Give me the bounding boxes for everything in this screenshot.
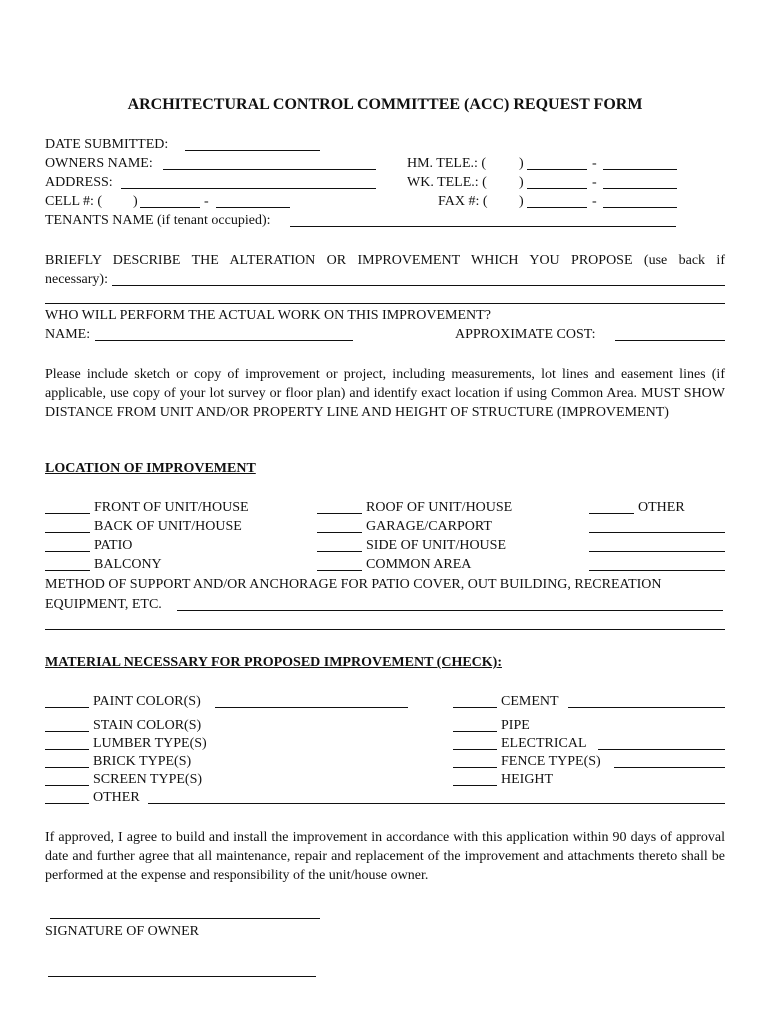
owners-name-field[interactable] [163, 169, 376, 170]
loc-other-label: OTHER [638, 500, 685, 515]
owner-signature-line[interactable] [50, 918, 320, 919]
mat-brick-label: BRICK TYPE(S) [93, 754, 192, 769]
hm-paren-close: ) [519, 156, 524, 171]
cost-field[interactable] [615, 340, 725, 341]
mat-lumber-check[interactable] [45, 749, 89, 750]
wk-dash: - [592, 175, 597, 190]
mat-other-label: OTHER [93, 790, 140, 805]
form-title: ARCHITECTURAL CONTROL COMMITTEE (ACC) REQUEST FORM [127, 96, 643, 113]
fax-label: FAX #: ( [438, 194, 488, 209]
address-field[interactable] [121, 188, 376, 189]
tenants-name-label: TENANTS NAME (if tenant occupied): [45, 213, 271, 228]
mat-brick-check[interactable] [45, 767, 89, 768]
material-heading: MATERIAL NECESSARY FOR PROPOSED IMPROVEMENT (CHECK): [45, 655, 502, 670]
cell-label: CELL #: ( [45, 194, 103, 209]
loc-balcony-label: BALCONY [94, 557, 162, 572]
cell-number-field[interactable] [216, 207, 290, 208]
owners-name-label: OWNERS NAME: [45, 156, 153, 171]
loc-common-check[interactable] [317, 570, 362, 571]
loc-other-field-2[interactable] [589, 551, 725, 552]
date-submitted-field[interactable] [185, 150, 320, 151]
loc-front-check[interactable] [45, 513, 90, 514]
mat-screen-check[interactable] [45, 785, 89, 786]
signature-label: SIGNATURE OF OWNER [45, 924, 199, 939]
describe-label-2: necessary): [45, 272, 108, 287]
hm-tele-label: HM. TELE.: ( [407, 156, 487, 171]
cell-paren-close: ) [133, 194, 138, 209]
mat-lumber-label: LUMBER TYPE(S) [93, 736, 207, 751]
mat-electrical-check[interactable] [453, 749, 497, 750]
loc-back-label: BACK OF UNIT/HOUSE [94, 519, 242, 534]
mat-fence-label: FENCE TYPE(S) [501, 754, 601, 769]
method-label: METHOD OF SUPPORT AND/OR ANCHORAGE FOR PATIO COVER, OUT BUILDING, RECREATION [45, 577, 662, 592]
agreement-paragraph: If approved, I agree to build and install the improvement in accordance with this application within 90 days of approval date and further agree that all maintenance, repair and replacement of the improvement and attachments thereto shall be performed at the expense and responsibility of the unit/house owner. [45, 830, 725, 883]
hm-dash: - [592, 156, 597, 171]
wk-tele-label: WK. TELE.: ( [407, 175, 487, 190]
mat-fence-check[interactable] [453, 767, 497, 768]
perform-name-field[interactable] [95, 340, 353, 341]
describe-field-1[interactable] [112, 285, 725, 286]
cost-label: APPROXIMATE COST: [455, 327, 596, 342]
method-field-1[interactable] [177, 610, 723, 611]
date-submitted-label: DATE SUBMITTED: [45, 137, 169, 152]
mat-paint-field[interactable] [215, 707, 408, 708]
mat-height-label: HEIGHT [501, 772, 554, 787]
mat-cement-field[interactable] [568, 707, 725, 708]
tenants-name-field[interactable] [290, 226, 676, 227]
wk-paren-close: ) [519, 175, 524, 190]
perform-name-label: NAME: [45, 327, 91, 342]
mat-stain-label: STAIN COLOR(S) [93, 718, 202, 733]
cell-prefix-field[interactable] [140, 207, 200, 208]
fax-prefix-field[interactable] [527, 207, 587, 208]
loc-other-field-1[interactable] [589, 532, 725, 533]
location-heading: LOCATION OF IMPROVEMENT [45, 461, 256, 476]
fax-number-field[interactable] [603, 207, 677, 208]
instructions-paragraph: Please include sketch or copy of improvement or project, including measurements, lot lines and easement lines (if applicable, use copy of your lot survey or floor plan) and identify exact location if using Common Area. MUST SHOW DISTANCE FROM UNIT AND/OR PROPERTY LINE AND HEIGHT OF STRUCTURE (IMPROVEMENT) [45, 367, 725, 420]
mat-screen-label: SCREEN TYPE(S) [93, 772, 203, 787]
loc-roof-check[interactable] [317, 513, 362, 514]
mat-other-field[interactable] [148, 803, 725, 804]
wk-tele-number-field[interactable] [603, 188, 677, 189]
loc-front-label: FRONT OF UNIT/HOUSE [94, 500, 249, 515]
cell-dash: - [204, 194, 209, 209]
mat-pipe-check[interactable] [453, 731, 497, 732]
loc-side-check[interactable] [317, 551, 362, 552]
loc-patio-label: PATIO [94, 538, 133, 553]
fax-dash: - [592, 194, 597, 209]
describe-label: BRIEFLY DESCRIBE THE ALTERATION OR IMPROVEMENT WHICH YOU PROPOSE (use back if [45, 253, 725, 268]
loc-garage-label: GARAGE/CARPORT [366, 519, 492, 534]
loc-patio-check[interactable] [45, 551, 90, 552]
mat-stain-check[interactable] [45, 731, 89, 732]
loc-other-check[interactable] [589, 513, 634, 514]
mat-paint-label: PAINT COLOR(S) [93, 694, 201, 709]
address-label: ADDRESS: [45, 175, 113, 190]
mat-cement-check[interactable] [453, 707, 497, 708]
mat-cement-label: CEMENT [501, 694, 559, 709]
hm-tele-prefix-field[interactable] [527, 169, 587, 170]
mat-electrical-field[interactable] [598, 749, 725, 750]
loc-other-field-3[interactable] [589, 570, 725, 571]
fax-paren-close: ) [519, 194, 524, 209]
mat-pipe-label: PIPE [501, 718, 530, 733]
loc-common-label: COMMON AREA [366, 557, 472, 572]
mat-other-check[interactable] [45, 803, 89, 804]
loc-side-label: SIDE OF UNIT/HOUSE [366, 538, 506, 553]
describe-field-2[interactable] [45, 303, 725, 304]
loc-balcony-check[interactable] [45, 570, 90, 571]
mat-height-check[interactable] [453, 785, 497, 786]
wk-tele-prefix-field[interactable] [527, 188, 587, 189]
mat-electrical-label: ELECTRICAL [501, 736, 587, 751]
loc-back-check[interactable] [45, 532, 90, 533]
loc-garage-check[interactable] [317, 532, 362, 533]
second-signature-line[interactable] [48, 976, 316, 977]
method-label-2: EQUIPMENT, ETC. [45, 597, 162, 612]
hm-tele-number-field[interactable] [603, 169, 677, 170]
loc-roof-label: ROOF OF UNIT/HOUSE [366, 500, 513, 515]
perform-question: WHO WILL PERFORM THE ACTUAL WORK ON THIS IMPROVEMENT? [45, 308, 491, 323]
mat-paint-check[interactable] [45, 707, 89, 708]
mat-fence-field[interactable] [614, 767, 725, 768]
method-field-2[interactable] [45, 629, 725, 630]
